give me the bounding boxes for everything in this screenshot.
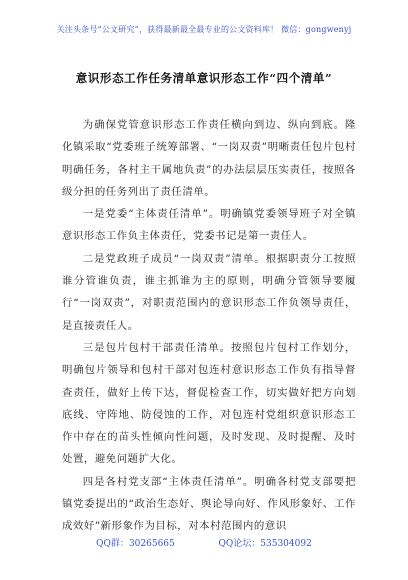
- paragraph-village-branches: 四是各村党支部“主体责任清单”。明确各村党支部要把镇党委提出的“政治生态好、舆论导向好、作风形象好、工作成效好”新形象作为目标，对本村范围内的意识: [62, 475, 356, 533]
- qq-group-label: QQ群：: [96, 539, 129, 549]
- paragraph-leadership-duties: 二是党政班子成员“一岗双责”清单。根据职责分工按照谁分管谁负责，谁主抓谁为主的原则，明确分管领导要履行“一岗双责”，对职责范围内的意识形态工作负领导责任，是直接责任人。: [62, 252, 356, 332]
- qq-forum-label: QQ论坛：: [218, 539, 261, 549]
- paragraph-intro: 为确保党管意识形态工作责任横向到边、纵向到底。隆化镇采取“党委班子统筹部署、“一岗双责”明晰责任包片包村明确任务，各村主干属地负责”的办法层层压实责任，按照各级分担的任务列出了责任清单。: [62, 119, 356, 198]
- header-banner: 关注头条号“公文研究”，获得最新最全最专业的公文资料库！ 微信：gongwenyj: [56, 25, 352, 34]
- paragraph-party-committee: 一是党委“主体责任清单”。明确镇党委领导班子对全镇意识形态工作负主体责任，党委书记是第一责任人。: [62, 208, 356, 243]
- qq-forum-number: 535304092: [260, 539, 312, 549]
- paragraph-village-cadres: 三是包片包村干部责任清单。按照包片包村工作划分，明确包片领导和包村干部对包连村意识形态工作负有指导督查责任，做好上传下达，督促检查工作，切实做好把方向划底线、守阵地、防侵蚀的工作，对包连村党组织意识形态工作中存在的苗头性倾向性问题，及时发现、及时提醒、及时处置，避免问题扩大化。: [62, 341, 356, 466]
- footer-contact: [0, 536, 408, 549]
- qq-group-number: 30265665: [128, 539, 175, 549]
- document-body: [62, 114, 356, 538]
- document-title: 意识形态工作任务清单意识形态工作“四个清单”: [75, 71, 333, 85]
